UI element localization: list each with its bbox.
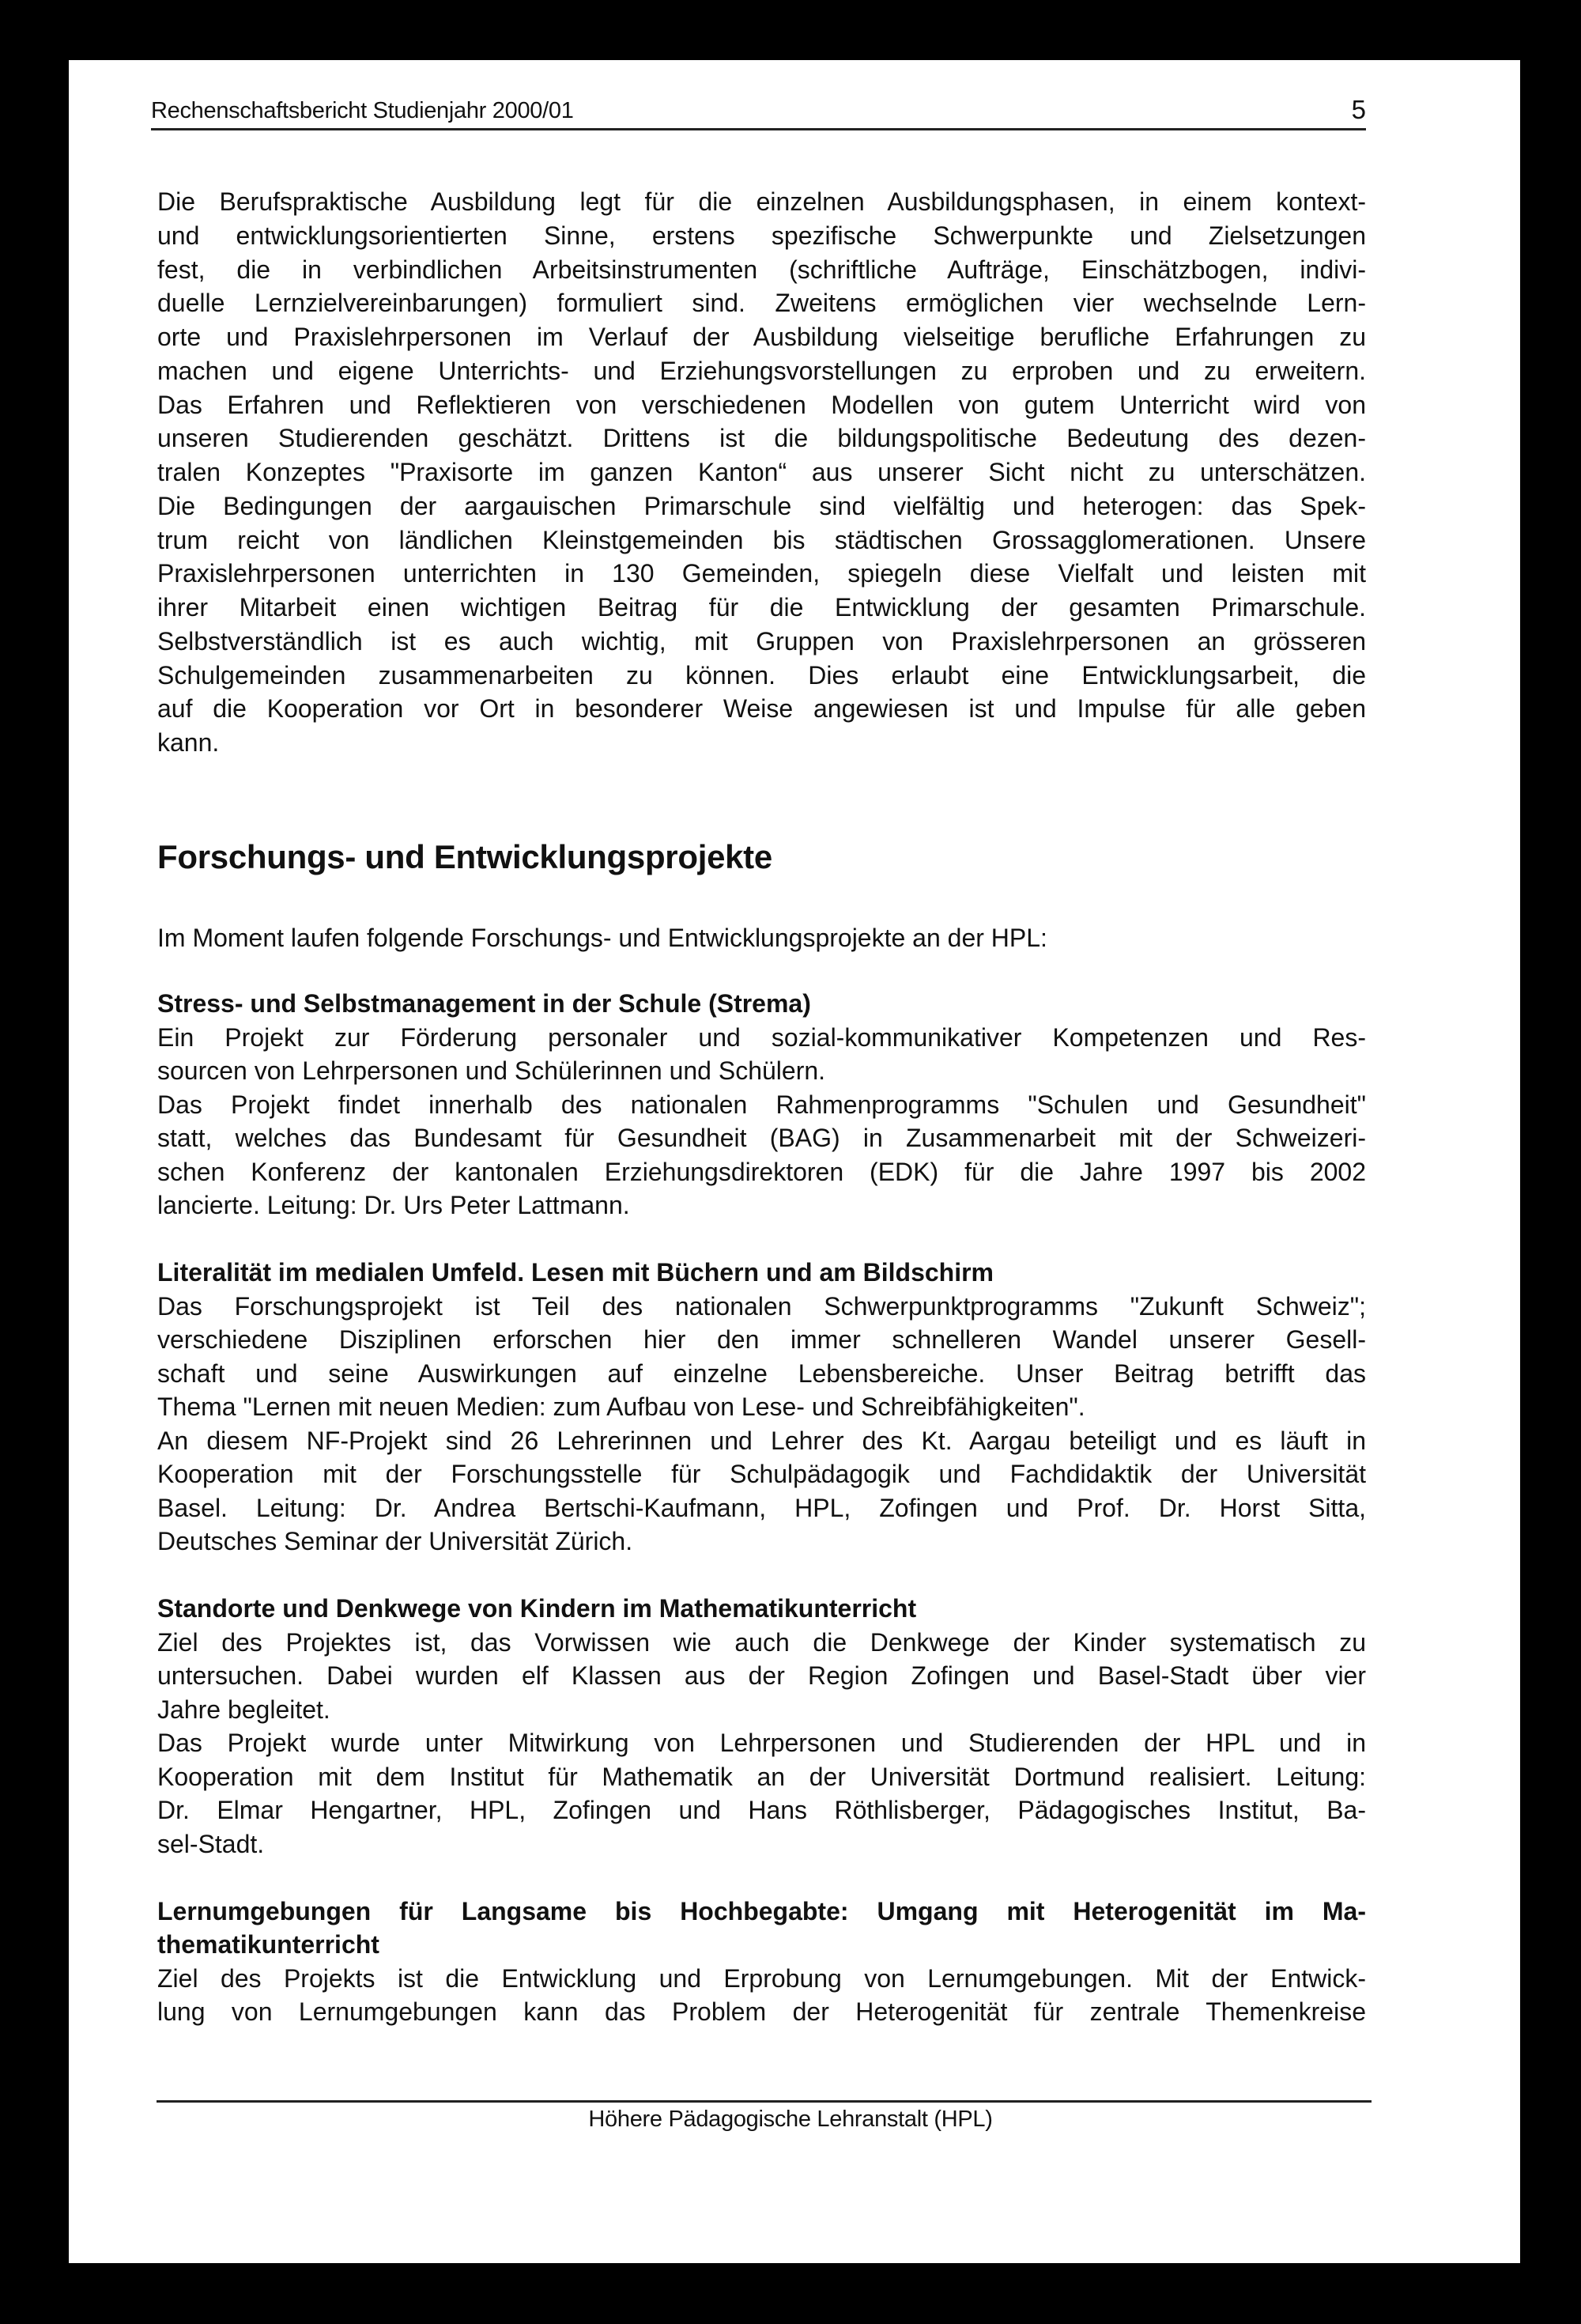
paragraph-line: Schulgemeinden zusammenarbeiten zu können. Dies erlaubt eine Entwicklungsarbeit, die (157, 660, 1366, 690)
paragraph-line: ihrer Mitarbeit einen wichtigen Beitrag für die Entwicklung der gesamten Primarschule. (157, 593, 1366, 622)
project-text-line: lancierte. Leitung: Dr. Urs Peter Lattmann. (157, 1191, 630, 1219)
paragraph-line: Praxislehrpersonen unterrichten in 130 Gemeinden, spiegeln diese Vielfalt und leisten mit (157, 559, 1366, 588)
paragraph-line: tralen Konzeptes "Praxisorte im ganzen Kanton“ aus unserer Sicht nicht zu unterschätzen. (157, 458, 1366, 486)
project-title: Literalität im medialen Umfeld. Lesen mit Büchern und am Bildschirm (157, 1258, 994, 1287)
paragraph-line: duelle Lernzielvereinbarungen) formuliert sind. Zweitens ermöglichen vier wechselnde Lern- (157, 289, 1366, 318)
paragraph-line: Selbstverständlich ist es auch wichtig, mit Gruppen von Praxislehrpersonen an grösseren (157, 626, 1366, 656)
project-text-line: Das Projekt wurde unter Mitwirkung von Lehrpersonen und Studierenden der HPL und in (157, 1729, 1366, 1757)
project-title: thematikunterricht (157, 1930, 379, 1959)
footer-rule (157, 2100, 1372, 2103)
project-text-line: Das Projekt findet innerhalb des nationalen Rahmenprogramms "Schulen und Gesundheit" (157, 1090, 1366, 1119)
project-text-line: verschiedene Disziplinen erforschen hier den immer schnelleren Wandel unserer Gesell- (157, 1325, 1366, 1354)
paragraph-line: trum reicht von ländlichen Kleinstgemeinden bis städtischen Grossagglomerationen. Unsere (157, 525, 1366, 554)
paragraph-line: Die Bedingungen der aargauischen Primarschule sind vielfältig und heterogen: das Spek- (157, 491, 1366, 520)
project-text-line: Kooperation mit dem Institut für Mathematik an der Universität Dortmund realisiert. Leitung: (157, 1762, 1366, 1791)
paragraph-line: machen und eigene Unterrichts- und Erziehungsvorstellungen zu erproben und zu erweitern. (157, 356, 1366, 385)
running-header-title: Rechenschaftsbericht Studienjahr 2000/01 (151, 98, 574, 123)
project-entry (157, 1895, 1366, 2029)
section-heading: Forschungs- und Entwicklungsprojekte (157, 838, 772, 875)
section-intro: Im Moment laufen folgende Forschungs- und Entwicklungsprojekte an der HPL: (157, 924, 1047, 952)
paragraph-line: Die Berufspraktische Ausbildung legt für die einzelnen Ausbildungsphasen, in einem kontext- (157, 187, 1366, 216)
project-text-line: sel-Stadt. (157, 1829, 265, 1858)
project-entry (157, 1592, 1366, 1861)
project-entry (157, 987, 1366, 1222)
project-text-line: An diesem NF-Projekt sind 26 Lehrerinnen und Lehrer des Kt. Aargau beteiligt und es läuft in (157, 1426, 1366, 1455)
project-text-line: Thema "Lernen mit neuen Medien: zum Aufbau von Lese- und Schreibfähigkeiten". (157, 1393, 1085, 1421)
paragraph-line: kann. (157, 728, 220, 757)
project-text-line: lung von Lernumgebungen kann das Problem der Heterogenität für zentrale Themenkreise (157, 1997, 1366, 2026)
project-title: Standorte und Denkwege von Kindern im Mathematikunterricht (157, 1594, 917, 1623)
project-title: Lernumgebungen für Langsame bis Hochbegabte: Umgang mit Heterogenität im Ma- (157, 1896, 1366, 1925)
project-text-line: Basel. Leitung: Dr. Andrea Bertschi-Kaufmann, HPL, Zofingen und Prof. Dr. Horst Sitta, (157, 1493, 1366, 1522)
project-text-line: Das Forschungsprojekt ist Teil des nationalen Schwerpunktprogramms "Zukunft Schweiz"; (157, 1291, 1366, 1321)
project-text-line: Ziel des Projektes ist, das Vorwissen wie auch die Denkwege der Kinder systematisch zu (157, 1627, 1366, 1657)
project-entry (157, 1256, 1366, 1559)
paragraph-line: und entwicklungsorientierten Sinne, erstens spezifische Schwerpunkte und Zielsetzungen (157, 221, 1366, 250)
header-rule (151, 128, 1366, 130)
project-text-line: schen Konferenz der kantonalen Erziehungsdirektoren (EDK) für die Jahre 1997 bis 2002 (157, 1157, 1366, 1186)
intro-paragraph (157, 185, 1366, 760)
page-number: 5 (1351, 95, 1366, 124)
project-text-line: Dr. Elmar Hengartner, HPL, Zofingen und Hans Röthlisberger, Pädagogisches Institut, Ba- (157, 1796, 1366, 1824)
project-text-line: untersuchen. Dabei wurden elf Klassen aus der Region Zofingen und Basel-Stadt über vier (157, 1661, 1366, 1690)
project-text-line: Jahre begleitet. (157, 1695, 330, 1724)
paragraph-line: orte und Praxislehrpersonen im Verlauf der Ausbildung vielseitige berufliche Erfahrungen zu (157, 323, 1366, 351)
project-text-line: Kooperation mit der Forschungsstelle für Schulpädagogik und Fachdidaktik der Universität (157, 1460, 1366, 1488)
paragraph-line: Das Erfahren und Reflektieren von verschiedenen Modellen von gutem Unterricht wird von (157, 390, 1366, 419)
project-text-line: sourcen von Lehrpersonen und Schülerinnen und Schülern. (157, 1056, 826, 1085)
paragraph-line: fest, die in verbindlichen Arbeitsinstrumenten (schriftliche Aufträge, Einschätzbogen, indivi- (157, 255, 1366, 284)
paragraph-line: auf die Kooperation vor Ort in besonderer Weise angewiesen ist und Impulse für alle geben (157, 694, 1366, 724)
project-title: Stress- und Selbstmanagement in der Schule (Strema) (157, 989, 811, 1018)
project-text-line: Deutsches Seminar der Universität Zürich. (157, 1527, 633, 1555)
project-text-line: schaft und seine Auswirkungen auf einzelne Lebensbereiche. Unser Beitrag betrifft das (157, 1359, 1366, 1388)
footer-institution: Höhere Pädagogische Lehranstalt (HPL) (588, 2107, 993, 2132)
project-text-line: Ziel des Projekts ist die Entwicklung und Erprobung von Lernumgebungen. Mit der Entwick- (157, 1963, 1366, 1993)
project-text-line: Ein Projekt zur Förderung personaler und sozial-kommunikativer Kompetenzen und Res- (157, 1022, 1366, 1052)
paragraph-line: unseren Studierenden geschätzt. Drittens ist die bildungspolitische Bedeutung des dezen- (157, 424, 1366, 453)
project-text-line: statt, welches das Bundesamt für Gesundheit (BAG) in Zusammenarbeit mit der Schweizeri- (157, 1124, 1366, 1152)
project-list (157, 987, 1366, 2029)
